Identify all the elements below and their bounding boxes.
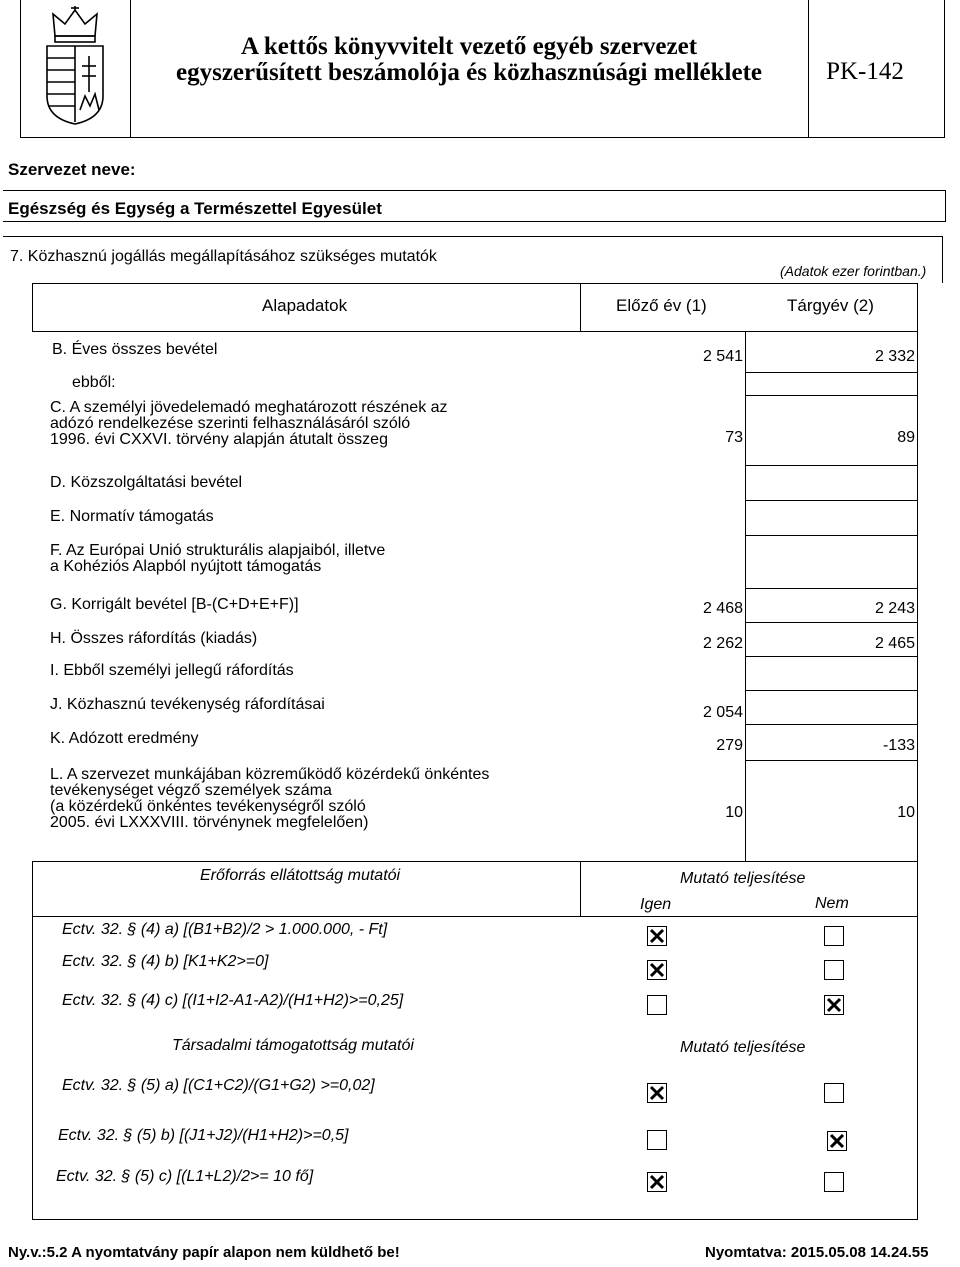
row-b-prev: 2 541 (702, 348, 743, 365)
social-item-3-yes-checkbox[interactable] (647, 1172, 667, 1192)
indicator-col-sep (580, 862, 581, 916)
row-sep (745, 372, 918, 373)
row-l-curr: 10 (897, 804, 915, 821)
col-header-prev: Előző év (1) (616, 296, 707, 315)
form-title-line1: A kettős könyvvitelt vezető egyéb szervezet (240, 33, 698, 60)
row-j-label: J. Közhasznú tevékenység ráfordításai (50, 696, 325, 713)
row-sep (745, 724, 918, 725)
resource-item-3-label: Ectv. 32. § (4) c) [(I1+I2-A1-A2)/(H1+H2)>=0,25] (62, 992, 404, 1009)
social-item-2-yes-checkbox[interactable] (647, 1130, 667, 1150)
row-ebbol-label: ebből: (72, 374, 116, 391)
row-l-label-4: 2005. évi LXXXVIII. törvénynek megfelelően) (50, 814, 369, 831)
coat-of-arms-icon (35, 6, 115, 128)
row-c-label-1: C. A személyi jövedelemadó meghatározott részének az (50, 399, 448, 416)
col-header-base: Alapadatok (262, 296, 348, 315)
row-sep (745, 465, 918, 466)
social-item-3-label: Ectv. 32. § (5) c) [(L1+L2)/2>= 10 fő] (56, 1168, 314, 1185)
row-c-prev: 73 (725, 429, 743, 446)
social-item-1-yes-checkbox[interactable] (647, 1083, 667, 1103)
col-sep-left (580, 283, 581, 332)
row-k-curr: -133 (882, 737, 915, 754)
row-l-label-1: L. A szervezet munkájában közreműködő közérdekű önkéntes (50, 766, 490, 783)
row-g-curr: 2 243 (874, 600, 915, 617)
form-code: PK-142 (826, 58, 904, 85)
resource-item-1-no-checkbox[interactable] (824, 926, 844, 946)
resource-item-1-label: Ectv. 32. § (4) a) [(B1+B2)/2 > 1.000.000, - Ft] (62, 921, 388, 938)
value-col-sep (745, 332, 746, 862)
row-h-curr: 2 465 (874, 635, 915, 652)
col-header-curr: Tárgyév (2) (787, 296, 874, 315)
row-f-label-1: F. Az Európai Unió strukturális alapjaiból, illetve (50, 542, 386, 559)
resource-item-2-no-checkbox[interactable] (824, 960, 844, 980)
row-sep (745, 535, 918, 536)
row-sep (745, 656, 918, 657)
social-item-1-no-checkbox[interactable] (824, 1083, 844, 1103)
row-sep (745, 760, 918, 761)
row-b-curr: 2 332 (874, 348, 915, 365)
row-sep (745, 622, 918, 623)
row-l-label-3: (a közérdekű önkéntes tevékenységről szóló (50, 798, 366, 815)
row-c-curr: 89 (897, 429, 915, 446)
row-d-label: D. Közszolgáltatási bevétel (50, 474, 243, 491)
resource-fulfil-heading: Mutató teljesítése (680, 870, 806, 887)
form-title-line2: egyszerűsített beszámolója és közhasznúsági melléklete (176, 59, 762, 86)
row-c-label-2: adózó rendelkezése szerinti felhasználásáról szóló (50, 415, 411, 432)
section-title: 7. Közhasznú jogállás megállapításához szükséges mutatók (10, 248, 437, 265)
resource-heading: Erőforrás ellátottság mutatói (200, 867, 401, 884)
row-l-prev: 10 (725, 804, 743, 821)
row-h-prev: 2 262 (702, 635, 743, 652)
row-e-label: E. Normatív támogatás (50, 508, 214, 525)
indicator-header-line (32, 916, 918, 917)
resource-item-3-yes-checkbox[interactable] (647, 995, 667, 1015)
resource-yes-label: Igen (640, 896, 672, 913)
social-item-2-no-checkbox[interactable] (827, 1131, 847, 1151)
resource-no-label: Nem (815, 895, 849, 912)
row-sep (745, 588, 918, 589)
social-item-1-label: Ectv. 32. § (5) a) [(C1+C2)/(G1+G2) >=0,02] (62, 1077, 375, 1094)
unit-note: (Adatok ezer forintban.) (780, 263, 927, 279)
footer-right: Nyomtatva: 2015.05.08 14.24.55 (705, 1244, 929, 1261)
footer-left: Ny.v.:5.2 A nyomtatvány papír alapon nem küldhető be! (8, 1244, 400, 1261)
row-h-label: H. Összes ráfordítás (kiadás) (50, 630, 258, 647)
row-c-label-3: 1996. évi CXXVI. törvény alapján átutalt összeg (50, 431, 388, 448)
resource-item-2-label: Ectv. 32. § (4) b) [K1+K2>=0] (62, 953, 269, 970)
org-name-label: Szervezet neve: (8, 160, 136, 179)
row-f-label-2: a Kohéziós Alapból nyújtott támogatás (50, 558, 322, 575)
row-j-prev: 2 054 (702, 704, 743, 721)
row-g-prev: 2 468 (702, 600, 743, 617)
social-item-3-no-checkbox[interactable] (824, 1172, 844, 1192)
social-item-2-label: Ectv. 32. § (5) b) [(J1+J2)/(H1+H2)>=0,5] (58, 1127, 349, 1144)
resource-item-2-yes-checkbox[interactable] (647, 960, 667, 980)
row-g-label: G. Korrigált bevétel [B-(C+D+E+F)] (50, 596, 299, 613)
org-name-value: Egészség és Egység a Természettel Egyesület (8, 199, 382, 218)
header-divider-left (130, 0, 131, 138)
row-i-label: I. Ebből személyi jellegű ráfordítás (50, 662, 294, 679)
row-sep (745, 395, 918, 396)
row-l-label-2: tevékenységet végző személyek száma (50, 782, 332, 799)
column-header-row (32, 283, 918, 332)
header-divider-right (808, 0, 809, 138)
row-sep (745, 690, 918, 691)
value-col-right (917, 332, 918, 862)
resource-item-1-yes-checkbox[interactable] (647, 926, 667, 946)
row-sep (745, 500, 918, 501)
row-k-label: K. Adózott eredmény (50, 730, 199, 747)
row-b-label: B. Éves összes bevétel (52, 341, 218, 358)
resource-item-3-no-checkbox[interactable] (824, 995, 844, 1015)
row-k-prev: 279 (716, 737, 743, 754)
social-heading: Társadalmi támogatottság mutatói (172, 1037, 414, 1054)
social-fulfil-heading: Mutató teljesítése (680, 1039, 806, 1056)
